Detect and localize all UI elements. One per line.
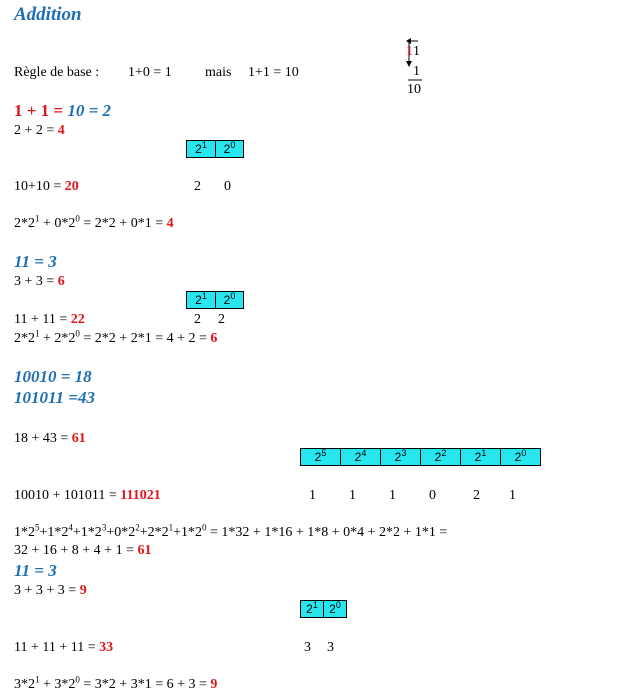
ex1-binary: 10+10 = 20 xyxy=(14,179,79,194)
power-cell: $2^1$ xyxy=(461,449,501,466)
rule-eq2: 1+1 = 10 xyxy=(248,65,299,80)
carry-mid-one: 1 xyxy=(413,64,420,79)
power-cell: $2^0$ xyxy=(501,449,541,466)
power-cell: $2^5$ xyxy=(301,449,341,466)
power-cell: $2^0$ xyxy=(324,601,347,618)
ex3-heading-1: 10010 = 18 xyxy=(14,367,92,386)
digit: 1 xyxy=(509,488,516,503)
power-cell: $2^1$ xyxy=(187,292,216,309)
digit: 3 xyxy=(327,640,334,655)
ex3-heading-2: 101011 =43 xyxy=(14,388,95,407)
ex3-decimal: 18 + 43 = 61 xyxy=(14,431,86,446)
digit: 2 xyxy=(194,312,201,327)
digit: 1 xyxy=(389,488,396,503)
power-cell: $2^1$ xyxy=(187,141,216,158)
ex1-power-table xyxy=(186,140,244,158)
ex4-heading: 11 = 3 xyxy=(14,561,57,580)
base-rule xyxy=(14,65,99,81)
ex2-heading: 11 = 3 xyxy=(14,252,57,271)
power-cell: $2^2$ xyxy=(421,449,461,466)
ex2-decimal: 3 + 3 = 6 xyxy=(14,274,65,289)
digit: 2 xyxy=(194,179,201,194)
carry-top-one: 1 xyxy=(413,44,420,59)
rule-mais: mais xyxy=(205,65,232,80)
ex4-expansion: $3*2^1 + 3*2^0 = 3*2 + 3*1 = 6 + 3 = 9$ xyxy=(14,674,218,692)
ex3-expansion-line2: 32 + 16 + 8 + 4 + 1 = 61 xyxy=(14,543,152,558)
power-cell: $2^1$ xyxy=(301,601,324,618)
ex1-heading: 1 + 1 = 10 = 2 xyxy=(14,101,112,120)
digit: 0 xyxy=(429,488,436,503)
digit: 2 xyxy=(473,488,480,503)
ex4-decimal: 3 + 3 + 3 = 9 xyxy=(14,583,87,598)
power-cell: $2^4$ xyxy=(341,449,381,466)
ex3-binary: 10010 + 101011 = 111021 xyxy=(14,488,161,503)
power-cell: $2^0$ xyxy=(216,292,244,309)
digit: 0 xyxy=(224,179,231,194)
power-cell: $2^0$ xyxy=(216,141,244,158)
ex1-decimal: 2 + 2 = 4 xyxy=(14,123,65,138)
power-cell: $2^3$ xyxy=(381,449,421,466)
ex3-expansion-line1: $1*2^5+1*2^4+1*2^3+0*2^2+2*2^1+1*2^0 = 1*32 + 1*16 + 1*8 + 0*4 + 2*2 + 1*1$ = xyxy=(14,522,448,540)
digit: 2 xyxy=(218,312,225,327)
carry-digit: 1 xyxy=(406,44,413,59)
digit: 1 xyxy=(349,488,356,503)
ex2-expansion: $2*2^1 + 2*2^0 = 2*2 + 2*1 = 4 + 2 = 6$ xyxy=(14,328,218,346)
ex3-power-table xyxy=(300,448,541,466)
ex4-power-table xyxy=(300,600,347,618)
digit: 3 xyxy=(304,640,311,655)
ex4-binary: 11 + 11 + 11 = 33 xyxy=(14,640,114,655)
carry-result: 10 xyxy=(407,82,421,97)
page-title: Addition xyxy=(14,4,82,25)
ex2-binary: 11 + 11 = 22 xyxy=(14,312,85,327)
carry-illustration xyxy=(398,36,438,100)
ex2-power-table xyxy=(186,291,244,309)
digit: 1 xyxy=(309,488,316,503)
rule-label: Règle de base : xyxy=(14,65,100,80)
ex1-expansion: $2*2^1 + 0*2^0 = 2*2 + 0*1 = 4$ xyxy=(14,213,174,231)
rule-eq1: 1+0 = 1 xyxy=(128,65,172,80)
